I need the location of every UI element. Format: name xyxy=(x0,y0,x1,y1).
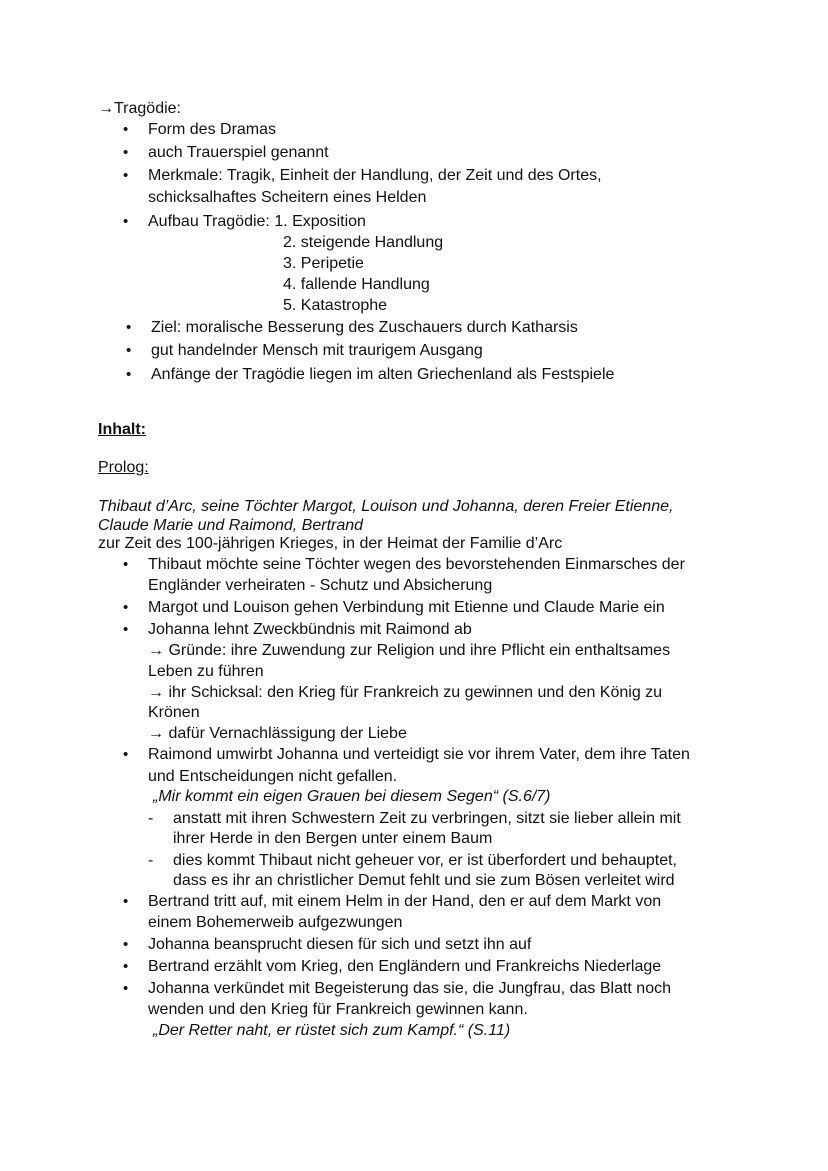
consequence-line: → dafür Vernachlässigung der Liebe xyxy=(148,725,407,742)
characters-line: Thibaut d’Arc, seine Töchter Margot, Louison und Johanna, deren Freier Etienne, xyxy=(98,498,674,515)
structure-step: 5. Katastrophe xyxy=(283,297,388,314)
list-item-continuation: und Entscheidungen nicht gefallen. xyxy=(148,768,398,785)
dash-icon: - xyxy=(148,810,154,827)
tragoedie-heading: →Tragödie: xyxy=(98,100,181,117)
structure-step: 3. Peripetie xyxy=(283,255,364,272)
dash-icon: - xyxy=(148,852,154,869)
list-item: Thibaut möchte seine Töchter wegen des bevorstehenden Einmarsches der xyxy=(148,556,685,573)
bullet-icon: • xyxy=(126,342,132,359)
bullet-icon: • xyxy=(126,366,132,383)
bullet-icon: • xyxy=(123,556,129,573)
bullet-icon: • xyxy=(123,893,129,910)
list-item: Anfänge der Tragödie liegen im alten Griechenland als Festspiele xyxy=(151,366,615,383)
quote-line: „Mir kommt ein eigen Grauen bei diesem Segen“ (S.6/7) xyxy=(153,788,551,805)
fate-line: → ihr Schicksal: den Krieg für Frankreich zu gewinnen und den König zu xyxy=(148,684,663,701)
list-item: Bertrand erzählt vom Krieg, den Engländern und Frankreichs Niederlage xyxy=(148,958,662,975)
list-item: Johanna beansprucht diesen für sich und setzt ihn auf xyxy=(148,936,532,953)
quote-line: „Der Retter naht, er rüstet sich zum Kampf.“ (S.11) xyxy=(153,1022,511,1039)
list-item: Form des Dramas xyxy=(148,121,277,138)
list-item: auch Trauerspiel genannt xyxy=(148,144,329,161)
sub-item: anstatt mit ihren Schwestern Zeit zu verbringen, sitzt sie lieber allein mit xyxy=(173,810,681,827)
list-item: Ziel: moralische Besserung des Zuschauers durch Katharsis xyxy=(151,319,578,336)
bullet-icon: • xyxy=(123,144,129,161)
structure-step: 2. steigende Handlung xyxy=(283,234,444,251)
list-item: Bertrand tritt auf, mit einem Helm in der Hand, den er auf dem Markt von xyxy=(148,893,662,910)
fate-line: Krönen xyxy=(148,704,200,721)
list-item-continuation: Engländer verheiraten - Schutz und Absicherung xyxy=(148,577,493,594)
list-item-continuation: einem Bohemerweib aufgezwungen xyxy=(148,914,403,931)
characters-line: Claude Marie und Raimond, Bertrand xyxy=(98,517,364,534)
bullet-icon: • xyxy=(123,936,129,953)
list-item: Margot und Louison gehen Verbindung mit Etienne und Claude Marie ein xyxy=(148,599,665,616)
setting-line: zur Zeit des 100-jährigen Krieges, in der Heimat der Familie d’Arc xyxy=(98,535,563,552)
bullet-icon: • xyxy=(123,621,129,638)
list-item: gut handelnder Mensch mit traurigem Ausgang xyxy=(151,342,483,359)
list-item: Johanna lehnt Zweckbündnis mit Raimond ab xyxy=(148,621,472,638)
structure-step: 4. fallende Handlung xyxy=(283,276,430,293)
bullet-icon: • xyxy=(123,958,129,975)
bullet-icon: • xyxy=(123,121,129,138)
sub-item-continuation: dass es ihr an christlicher Demut fehlt und sie zum Bösen verleitet wird xyxy=(173,872,675,889)
inhalt-heading: Inhalt: xyxy=(98,421,146,438)
list-item: Aufbau Tragödie: 1. Exposition xyxy=(148,213,366,230)
list-item: Raimond umwirbt Johanna und verteidigt sie vor ihrem Vater, dem ihre Taten xyxy=(148,746,690,763)
bullet-icon: • xyxy=(123,167,129,184)
bullet-icon: • xyxy=(123,980,129,997)
list-item: Johanna verkündet mit Begeisterung das sie, die Jungfrau, das Blatt noch xyxy=(148,980,671,997)
list-item: Merkmale: Tragik, Einheit der Handlung, der Zeit und des Ortes, xyxy=(148,167,602,184)
sub-item: dies kommt Thibaut nicht geheuer vor, er ist überfordert und behauptet, xyxy=(173,852,677,869)
bullet-icon: • xyxy=(123,213,129,230)
bullet-icon: • xyxy=(126,319,132,336)
reason-line: Leben zu führen xyxy=(148,663,264,680)
sub-item-continuation: ihrer Herde in den Bergen unter einem Baum xyxy=(173,830,493,847)
list-item-continuation: schicksalhaftes Scheitern eines Helden xyxy=(148,189,427,206)
list-item-continuation: wenden und den Krieg für Frankreich gewinnen kann. xyxy=(148,1001,528,1018)
bullet-icon: • xyxy=(123,746,129,763)
prolog-heading: Prolog: xyxy=(98,459,149,476)
reason-line: → Gründe: ihre Zuwendung zur Religion und ihre Pflicht ein enthaltsames xyxy=(148,642,671,659)
bullet-icon: • xyxy=(123,599,129,616)
